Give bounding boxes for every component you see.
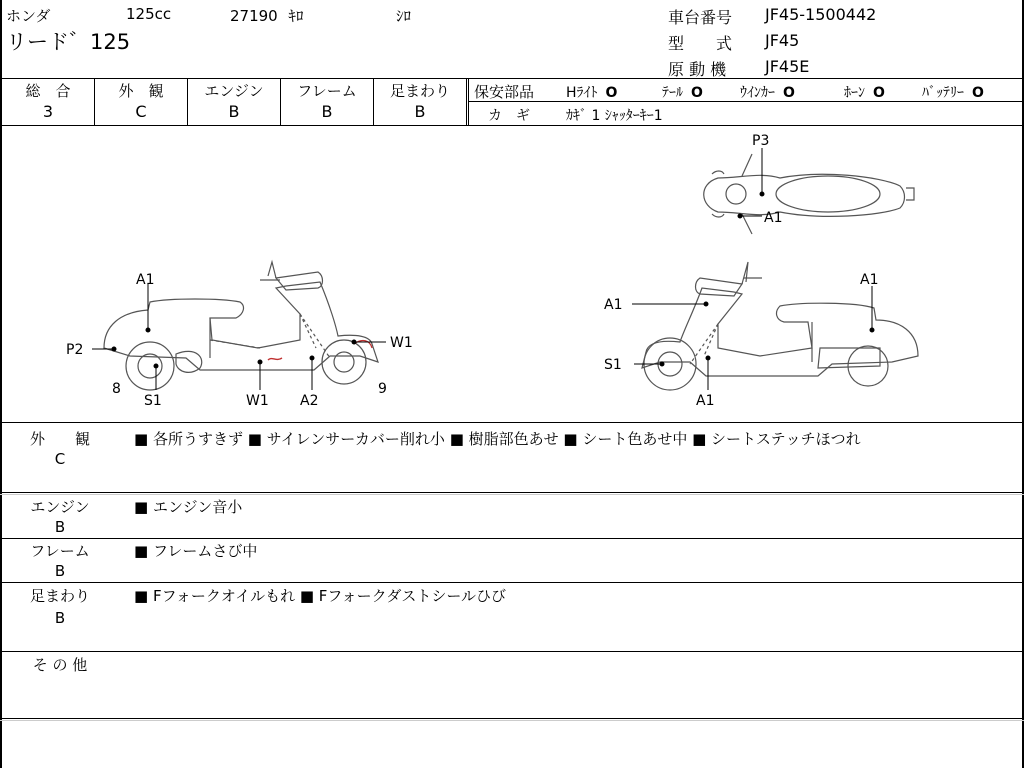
diagram-bottom [0,422,1024,423]
note-text: ■ エンジン音小 [134,498,243,516]
grade-overall-label: 総 合 [25,82,71,100]
mileage-value: 27190 [230,7,278,25]
label-right-a1-front: A1 [604,297,623,313]
note-label: 外 観 [29,430,90,448]
frame-no-label: 車台番号 [668,8,733,27]
damage-mark-icon [268,358,282,360]
grade-suspension-value: B [414,102,426,121]
label-left-a1: A1 [136,272,155,288]
engine-code: JF45E [765,57,810,76]
label-left-p2: P2 [66,342,84,358]
note-label: そ の 他 [32,656,88,674]
model-code: JF45 [765,31,800,50]
check-mark-icon: O [873,85,885,101]
safety-item-horn: ﾎｰﾝ O [844,85,885,101]
label-right-s1: S1 [604,357,622,373]
maker: ホンダ [6,7,51,25]
key-value: ｶｷﾞ 1 ｼｬｯﾀｰｷｰ1 [566,108,663,124]
label-left-s1: S1 [144,393,162,409]
note-row-other [0,654,1024,718]
note-grade: B [54,609,66,627]
color: ｼﾛ [396,7,412,25]
note-label: 足まわり [29,587,90,605]
scooter-top-view [704,154,914,234]
note-text: ■ Fフォークオイルもれ ■ Fフォークダストシールひび [134,587,507,605]
safety-item-winker: ｳｲﾝｶｰ O [740,85,795,101]
safety-label: 保安部品 [474,83,535,101]
note-row-frame [0,540,1024,582]
label-left-w1: W1 [246,393,269,409]
note-label: フレーム [30,542,90,560]
model-name: リード゛125 [6,30,131,54]
grade-table-top [0,78,1024,79]
note-grade: B [54,562,66,580]
label-right-a1-bottom: A1 [696,393,715,409]
engine-label: 原 動 機 [668,60,727,79]
grade-frame-value: B [321,102,333,121]
grade-engine-value: B [228,102,240,121]
scooter-diagram [0,126,1024,422]
label-left-a2: A2 [300,393,319,409]
grade-engine-label: エンジン [204,82,264,100]
note-text: ■ フレームさび中 [134,542,258,560]
model-label: 型 式 [668,34,733,53]
grade-exterior-label: 外 観 [118,82,164,100]
check-mark-icon: O [783,85,795,101]
note-row-suspension [0,585,1024,651]
label-left-9: 9 [378,381,387,397]
mileage-unit: ｷﾛ [288,7,304,25]
note-grade: B [54,518,66,536]
mileage [230,5,304,26]
note-row-engine [0,496,1024,538]
grade-exterior-value: C [135,102,147,121]
note-row-exterior [0,426,1024,492]
note-grade: C [54,450,66,468]
check-mark-icon: O [691,85,703,101]
safety-item-tail: ﾃｰﾙ O [662,85,703,101]
frame-no: JF45-1500442 [765,5,877,24]
key-label: カ ギ [488,108,530,124]
label-top-p3: P3 [752,133,770,149]
note-label: エンジン [30,498,90,516]
safety-item-headlight: Hﾗｲﾄ O [566,85,618,101]
label-left-8: 8 [112,381,121,397]
check-mark-icon: O [972,85,984,101]
check-mark-icon: O [605,85,618,101]
grade-suspension-label: 足まわり [389,82,450,100]
label-top-a1: A1 [764,210,783,226]
grade-overall-value: 3 [42,102,54,121]
label-left-w1-rear: W1 [390,335,413,351]
label-right-a1-rear: A1 [860,272,879,288]
grade-frame-label: フレーム [297,82,357,100]
safety-item-battery: ﾊﾞｯﾃﾘｰ O [922,85,984,101]
displacement: 125cc [126,5,172,23]
note-text: ■ 各所うすきず ■ サイレンサーカバー削れ小 ■ 樹脂部色あせ ■ シート色あせ中 ■ シートステッチほつれ [134,430,861,448]
